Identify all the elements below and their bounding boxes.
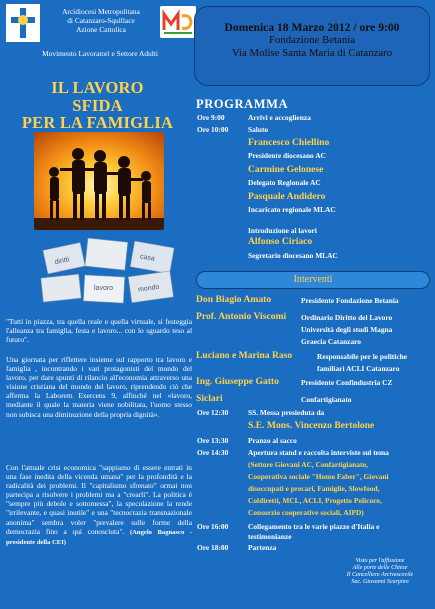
schedule-text-1: SS. Messa presieduta da [248,408,325,417]
schedule-time-1: Ore 12:30 [197,408,229,417]
schedule-text-3-line-1: Apertura stand e raccolta interviste sul tema [248,448,389,457]
schedule-time-5: Ore 18:00 [197,543,229,552]
card-word-3: casa [139,253,156,263]
organization-header [40,7,162,34]
prog-time-1: Ore 9:00 [197,113,225,122]
intro-speaker-role: Segretario diocesano MLAC [248,251,338,260]
footer-line-2: Alle porte delle Chiese [352,565,408,571]
schedule-time-2: Ore 13:30 [197,436,229,445]
paragraph-2-text: Con l'attuale crisi economica "sappiamo di essere entrati in una fase inedita della vicenda umana" per la profondità e la radicalità dei problemi. Il "capitalismo sfrenato" ormai non partecipa a risolvere i problemi ma a "crearli". La politica è "sempre più debole e sottomessa", la speculazione la rende "irrilevante, e quasi inutile" e una "tecnocrazia transnazionale anonima" sembra voler "prevalere sulle forme della democrazia fino a qui conosciuta". [6,463,192,536]
schedule-time-4: Ore 16:00 [197,522,229,531]
intervento-3-role-1: Responsabile per le politiche [317,352,407,361]
intervento-2-role-3: Graecia Catanzaro [301,337,361,346]
org-line-3: Azione Cattolica [76,25,126,34]
org-line-1: Arcidiocesi Metropolitana [62,7,140,16]
footer-line-3: Il Cancelliere Arcivescovile [346,572,414,578]
schedule-celebrant: S.E. Mons. Vincenzo Bertolone [248,420,375,431]
intervento-1-name: Don Biagio Amato [196,294,272,305]
footer-line-4: Sac. Giovanni Scarpino [351,579,409,585]
schedule-text-5: Partenza [248,543,277,552]
intervento-4-name: Ing. Giuseppe Gatto [196,376,279,387]
schedule-text-3-line-4: disoccupati e precari, Famiglie, Slowfood, [248,484,380,493]
title-line-3: PER LA FAMIGLIA [21,113,174,132]
family-sunset-photo [34,132,164,230]
schedule-text-3-line-5: Coldiretti, MCL, ACLI, Progetto Policoro, [248,496,382,505]
schedule-text-4-line-2: testimonianze [248,532,292,541]
event-venue: Fondazione Betania [268,34,356,46]
prog-text-1: Arrivi e accoglienza [248,113,311,122]
prog-text-2: Saluto [248,125,269,134]
schedule-text-4-line-1: Collegamento tra le varie piazze d'Italia e [248,522,380,531]
intervento-3-name: Luciano e Marina Raso [196,350,293,361]
paragraph-2-author: (Angelo Bagnasco - presidente della CEI) [6,528,193,546]
paragraph-2 [6,463,192,547]
word-cards-graphic [40,238,190,308]
prog-time-2: Ore 10:00 [197,125,229,134]
speaker-1-name: Francesco Chiellino [248,137,330,148]
intervento-2-role-2: Università degli studi Magna [301,325,393,334]
schedule-text-3-line-6: Consorzio cooperative sociali, AIPD) [248,508,364,517]
paragraph-1: Una giornata per riflettere insieme sul rapporto tra lavoro e famiglia , incontrando i vari protagonisti del mondo del lavoro, per dare spunti di rilancio all'economia attraverso una visione cristiana del mondo del lavoro, riprendendo ciò che afferma la Laborem Exercens 9, affinché nel «lavoro, mediante il quale la materia viene nobilitata, l'uomo stesso non subisca una diminuzione della propria dignità». [6,355,192,419]
title-line-1: IL LAVORO [51,78,144,97]
schedule-text-3-line-2: (Settore Giovani AC, Confartigianato, [248,460,368,469]
intro-speaker-name: Alfonso Ciriaco [248,236,313,247]
main-title [0,79,195,132]
footer-line-1: Visto per l'affissione [355,558,405,564]
event-banner [194,6,430,86]
intro-quote: "Tutti in piazza, tra quella reale e quella virtuale, si festeggia l'alleanza tra famiglia, festa e lavoro... con lo sguardo teso al futuro". [6,317,192,344]
speaker-2-name: Carmine Gelonese [248,164,324,175]
azione-cattolica-logo [6,4,40,42]
speaker-2-role: Delegato Regionale AC [248,178,321,187]
speaker-1-role: Presidente diocesano AC [248,151,326,160]
intervento-5-role: Confartigianato [301,395,352,404]
affissione-footer [330,558,430,586]
speaker-3-name: Pasquale Andidero [248,191,326,202]
intervento-2-role-1: Ordinario Diritto del Lavoro [301,313,393,322]
card-word-2: lavoro [94,285,114,292]
intervento-4-role: Presidente Confindustria CZ [301,378,393,387]
event-address: Via Molise Santa Maria di Catanzaro [231,46,393,59]
intervento-2-name: Prof. Antonio Viscomi [196,311,287,322]
mlac-logo [160,6,196,38]
schedule-text-2: Pranzo al sacco [248,436,297,445]
speaker-3-role: Incaricato regionale MLAC [248,205,336,214]
intervento-5-name: Siclari [196,393,223,404]
movimento-subtitle: Movimento Lavoratori e Settore Adulti [42,49,158,58]
intervento-3-role-2: familiari ACLI Catanzaro [317,364,400,373]
left-column [0,0,195,609]
card-word-1: diritti [54,256,70,267]
intro-label: Introduzione ai lavori [248,226,317,235]
intervento-1-role: Presidente Fondazione Betania [301,296,399,305]
org-line-2: di Catanzaro-Squillace [67,16,135,25]
title-line-2: SFIDA [72,95,123,115]
card-word-4: mondo [137,283,160,294]
schedule-text-3-line-3: Cooperativa sociale "Homo Faber", Giovani [248,472,389,481]
interventi-header: Interventi [196,271,430,289]
schedule-time-3: Ore 14:30 [197,448,229,457]
event-date: Domenica 18 Marzo 2012 / ore 9:00 [224,21,400,34]
programma-title: PROGRAMMA [196,97,289,111]
